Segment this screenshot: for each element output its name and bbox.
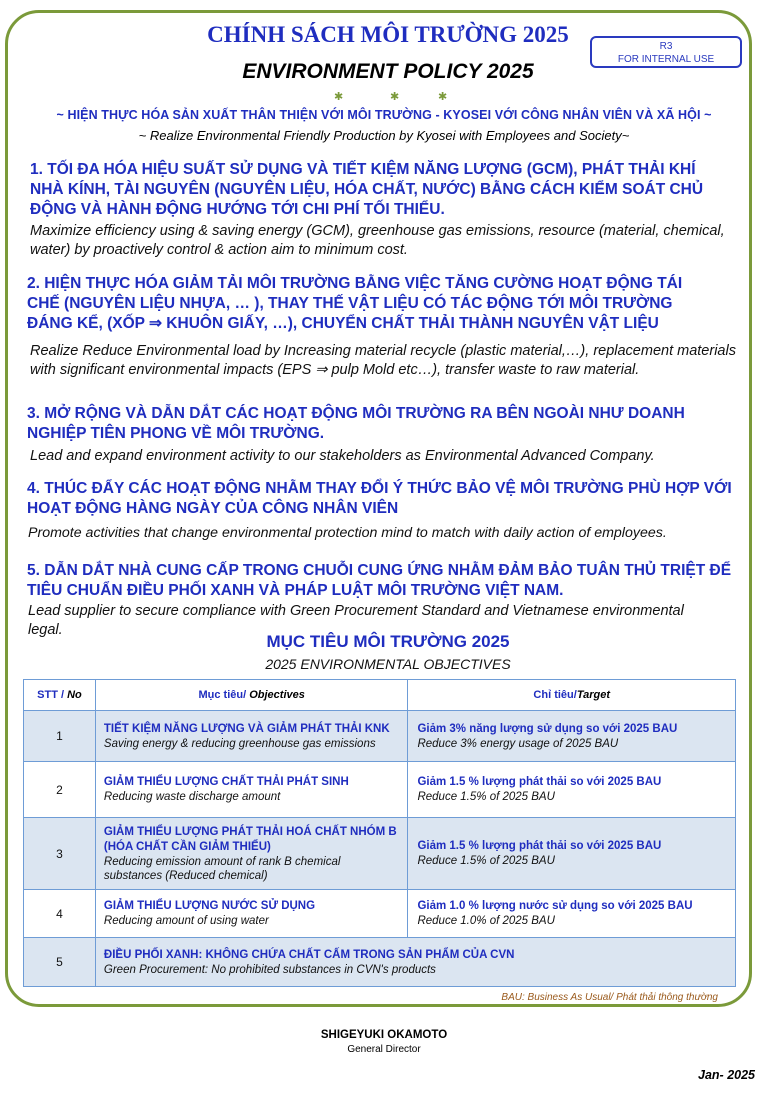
signer-role: General Director [347, 1044, 421, 1055]
objectives-table [23, 679, 736, 987]
objective-cell: TIẾT KIỆM NĂNG LƯỢNG VÀ GIẢM PHÁT THẢI KNK Saving energy & reducing greenhouse gas emissions [95, 711, 408, 762]
policy-2-english: Realize Reduce Environmental load by Increasing material recycle (plastic material,…), replacement materials with significant environmental impacts (EPS ⇒ pulp Mold etc…), transfer waste to raw material. [30, 343, 736, 378]
table-row [24, 711, 736, 762]
star-icon: ✱ [390, 91, 400, 103]
policy-5-english: Lead supplier to secure compliance with Green Procurement Standard and Vietnamese environmental legal. [28, 603, 684, 638]
header-objectives: Mục tiêu/ Objectives [95, 680, 408, 711]
badge-label: FOR INTERNAL USE [617, 54, 715, 65]
target-cell: Giảm 1.5 % lượng phát thải so với 2025 BAU Reduce 1.5% of 2025 BAU [408, 762, 736, 818]
policy-3-english: Lead and expand environment activity to our stakeholders as Environmental Advanced Company. [30, 448, 655, 464]
table-row [24, 762, 736, 818]
signer-name: SHIGEYUKI OKAMOTO [320, 1029, 448, 1041]
header-target: Chỉ tiêu/Target [408, 680, 736, 711]
decorative-stars [0, 90, 768, 102]
policy-2-vietnamese: 2. HIỆN THỰC HÓA GIẢM TẢI MÔI TRƯỜNG BẰNG VIỆC TĂNG CƯỜNG HOẠT ĐỘNG TÁI CHẾ (NGUYÊN LIỆU NHỰA, … ), THAY THẾ VẬT LIỆU CÓ TÁC ĐỘNG TỚI MÔI TRƯỜNG ĐÁNG KỂ, (XỐP ⇒ KHUÔN GIẤY, …), CHUYỂN CHẤT THẢI THÀNH NGUYÊN VẬT LIỆU [27, 275, 683, 332]
row-number: 1 [24, 711, 96, 762]
policy-4-vietnamese: 4. THÚC ĐẨY CÁC HOẠT ĐỘNG NHẰM THAY ĐỔI Ý THỨC BẢO VỆ MÔI TRƯỜNG PHÙ HỢP VỚI HOẠT ĐỘNG HÀNG NGÀY CỦA CÔNG NHÂN VIÊN [27, 480, 732, 517]
slogan-vietnamese: ~ HIỆN THỰC HÓA SẢN XUẤT THÂN THIỆN VỚI MÔI TRƯỜNG - KYOSEI VỚI CÔNG NHÂN VIÊN VÀ XÃ HỘI ~ [56, 108, 712, 122]
star-icon: ✱ [334, 91, 344, 103]
issue-date: Jan- 2025 [698, 1068, 755, 1082]
table-row [24, 938, 736, 987]
objective-cell: GIẢM THIỂU LƯỢNG CHẤT THẢI PHÁT SINH Reducing waste discharge amount [95, 762, 408, 818]
policy-1-english: Maximize efficiency using & saving energy (GCM), greenhouse gas emissions, resource (material, chemical, water) by proactively control & action aim to minimum cost. [30, 223, 725, 258]
target-cell: Giảm 1.0 % lượng nước sử dụng so với 2025 BAU Reduce 1.0% of 2025 BAU [408, 890, 736, 938]
row-number: 3 [24, 818, 96, 890]
target-cell: Giảm 1.5 % lượng phát thải so với 2025 BAU Reduce 1.5% of 2025 BAU [408, 818, 736, 890]
slogan-english: ~ Realize Environmental Friendly Production by Kyosei with Employees and Society~ [138, 128, 630, 143]
table-row [24, 818, 736, 890]
star-icon: ✱ [438, 91, 448, 103]
table-header-row [24, 680, 736, 711]
objective-cell-merged: ĐIỀU PHỐI XANH: KHÔNG CHỨA CHẤT CẤM TRONG SẢN PHẨM CỦA CVN Green Procurement: No prohibited substances in CVN's products [95, 938, 735, 987]
objective-cell: GIẢM THIỂU LƯỢNG NƯỚC SỬ DỤNG Reducing amount of using water [95, 890, 408, 938]
objectives-title-english: 2025 ENVIRONMENTAL OBJECTIVES [265, 656, 511, 672]
policy-4-english: Promote activities that change environmental protection mind to match with daily action of employees. [28, 525, 667, 541]
policy-5-vietnamese: 5. DẪN DẮT NHÀ CUNG CẤP TRONG CHUỖI CUNG ỨNG NHẰM ĐẢM BẢO TUÂN THỦ TRIỆT ĐỂ TIÊU CHUẨN ĐIỀU PHỐI XANH VÀ PHÁP LUẬT MÔI TRƯỜNG VIỆT NAM. [27, 562, 732, 599]
target-cell: Giảm 3% năng lượng sử dụng so với 2025 BAU Reduce 3% energy usage of 2025 BAU [408, 711, 736, 762]
row-number: 2 [24, 762, 96, 818]
header-no: STT / No [24, 680, 96, 711]
bau-footnote: BAU: Business As Usual/ Phát thải thông thường [501, 992, 718, 1003]
policy-3-vietnamese: 3. MỞ RỘNG VÀ DẪN DẮT CÁC HOẠT ĐỘNG MÔI TRƯỜNG RA BÊN NGOÀI NHƯ DOANH NGHIỆP TIÊN PHONG VỀ MÔI TRƯỜNG. [27, 405, 685, 442]
title-english: ENVIRONMENT POLICY 2025 [242, 60, 534, 83]
row-number: 5 [24, 938, 96, 987]
badge-rank: R3 [659, 41, 673, 52]
row-number: 4 [24, 890, 96, 938]
internal-use-badge [590, 36, 742, 68]
objective-cell: GIẢM THIỂU LƯỢNG PHÁT THẢI HOÁ CHẤT NHÓM B (HÓA CHẤT CẦN GIẢM THIỂU) Reducing emission amount of rank B chemical substances (Reduced chemical) [95, 818, 408, 890]
table-row [24, 890, 736, 938]
policy-1-vietnamese: 1. TỐI ĐA HÓA HIỆU SUẤT SỬ DỤNG VÀ TIẾT KIỆM NĂNG LƯỢNG (GCM), PHÁT THẢI KHÍ NHÀ KÍNH, TÀI NGUYÊN (NGUYÊN LIỆU, HÓA CHẤT, NƯỚC) BẰNG CÁCH KIỂM SOÁT CHỦ ĐỘNG VÀ HÀNH ĐỘNG HƯỚNG TỚI CHI PHÍ TỐI THIỂU. [30, 161, 704, 218]
title-vietnamese: CHÍNH SÁCH MÔI TRƯỜNG 2025 [207, 22, 569, 47]
objectives-title-vietnamese: MỤC TIÊU MÔI TRƯỜNG 2025 [266, 632, 510, 651]
